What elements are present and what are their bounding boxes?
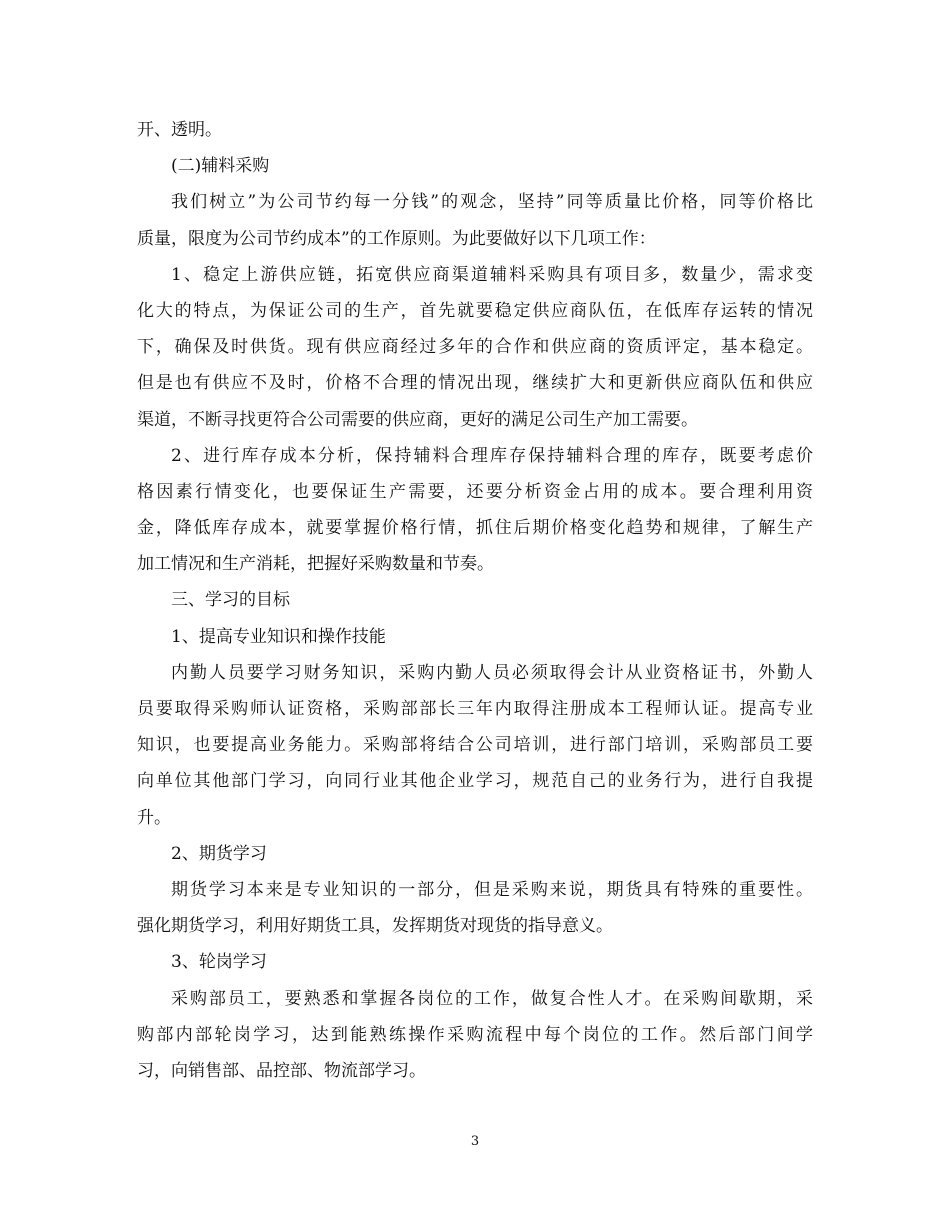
text-line: 2、进行库存成本分析，保持辅料合理库存保持辅料合理的库存，既要考虑价: [171, 445, 813, 466]
text-line: (二)辅料采购: [171, 156, 270, 177]
page-number: 3: [470, 1134, 480, 1149]
text-line: 购部内部轮岗学习，达到能熟练操作采购流程中每个岗位的工作。然后部门间学: [137, 1024, 813, 1045]
document-body: [137, 112, 813, 1089]
text-line: 格因素行情变化，也要保证生产需要，还要分析资金占用的成本。要合理利用资: [137, 481, 813, 502]
text-line: 知识，也要提高业务能力。采购部将结合公司培训，进行部门培训，采购部员工要: [137, 735, 813, 756]
text-line: 1、提高专业知识和操作技能: [171, 626, 386, 647]
text-line: 员要取得采购师认证资格，采购部部长三年内取得注册成本工程师认证。提高专业: [137, 699, 813, 719]
text-line: 我们树立”为公司节约每一分钱”的观念，坚持”同等质量比价格，同等价格比: [171, 192, 813, 213]
text-line: 3、轮岗学习: [171, 952, 267, 973]
text-line: 内勤人员要学习财务知识，采购内勤人员必须取得会计从业资格证书，外勤人: [171, 662, 813, 683]
text-line: 向单位其他部门学习，向同行业其他企业学习，规范自己的业务行为，进行自我提: [137, 771, 813, 792]
text-line: 加工情况和生产消耗，把握好采购数量和节奏。: [137, 554, 494, 575]
text-line: 三、学习的目标: [171, 590, 290, 611]
text-line: 2、期货学习: [171, 843, 267, 864]
text-line: 但是也有供应不及时，价格不合理的情况出现，继续扩大和更新供应商队伍和供应: [137, 373, 813, 394]
text-line: 采购部员工，要熟悉和掌握各岗位的工作，做复合性人才。在采购间歇期，采: [171, 988, 813, 1009]
text-line: 质量，限度为公司节约成本”的工作原则。为此要做好以下几项工作：: [137, 228, 656, 249]
text-line: 渠道，不断寻找更符合公司需要的供应商，更好的满足公司生产加工需要。: [137, 409, 698, 430]
text-line: 升。: [137, 807, 171, 828]
text-line: 开、透明。: [137, 120, 222, 140]
text-line: 化大的特点，为保证公司的生产，首先就要稳定供应商队伍，在低库存运转的情况: [137, 300, 813, 321]
text-line: 习，向销售部、品控部、物流部学习。: [137, 1060, 426, 1081]
text-line: 金，降低库存成本，就要掌握价格行情，抓住后期价格变化趋势和规律，了解生产: [137, 518, 813, 539]
text-line: 期货学习本来是专业知识的一部分，但是采购来说，期货具有特殊的重要性。: [171, 879, 813, 900]
text-line: 1、稳定上游供应链，拓宽供应商渠道辅料采购具有项目多，数量少，需求变: [171, 264, 813, 285]
text-line: 强化期货学习，利用好期货工具，发挥期货对现货的指导意义。: [137, 916, 613, 937]
text-line: 下，确保及时供货。现有供应商经过多年的合作和供应商的资质评定，基本稳定。: [137, 337, 813, 358]
